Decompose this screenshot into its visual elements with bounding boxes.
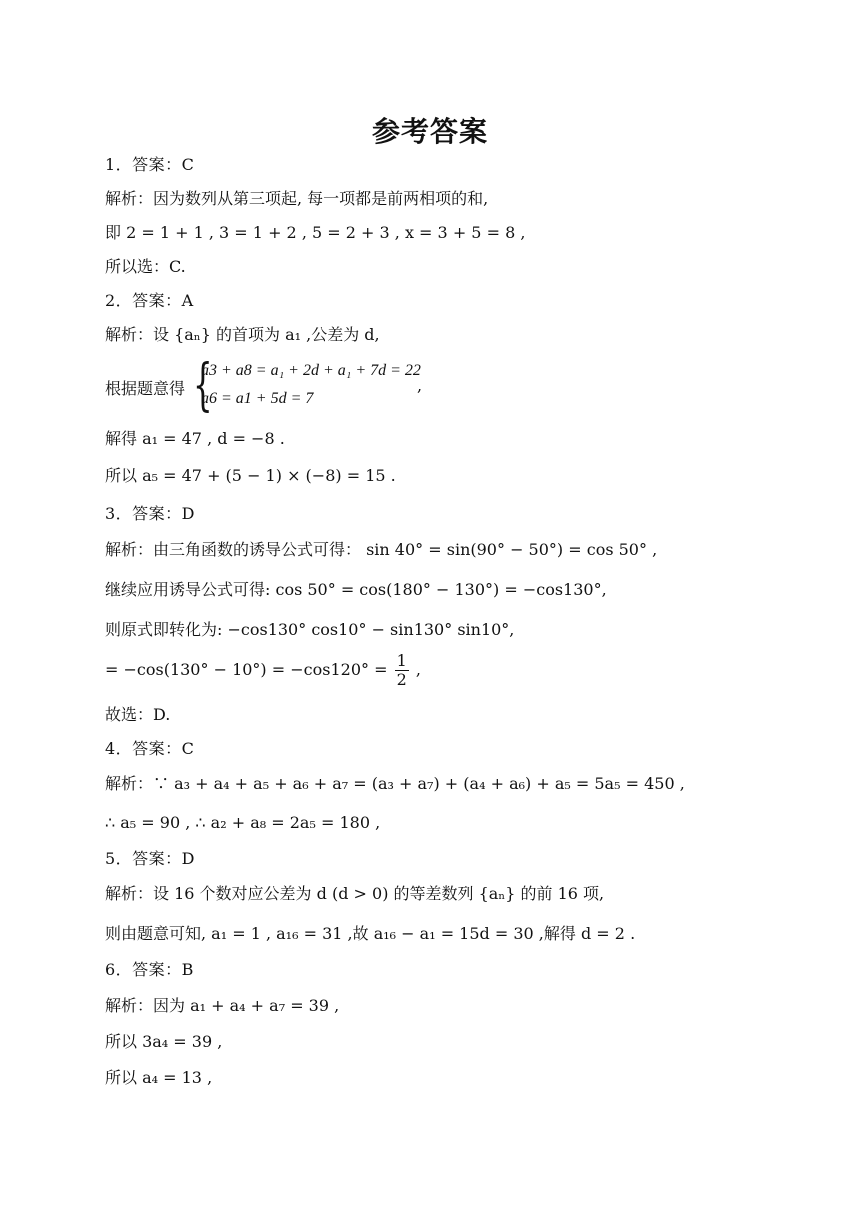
q1-line-3: 所以选：C. [105,257,186,276]
q4-answer: 4．答案：C [105,739,195,758]
q6-line-3: 所以 a₄ = 13 , [105,1068,213,1087]
q1-line-1: 解析：因为数列从第三项起, 每一项都是前两相项的和, [105,189,489,208]
q4-line-1: 解析：∵ a₃ + a₄ + a₅ + a₆ + a₇ = (a₃ + a₇) + (a₄ + a₆) + a₅ = 5a₅ = 450 , [105,774,685,793]
fraction-numerator: 1 [396,651,407,670]
q2-system-lead: 根据题意得 [105,379,186,398]
q1-line-2: 即 2 = 1 + 1 , 3 = 1 + 2 , 5 = 2 + 3 , x = 3 + 5 = 8 , [105,223,526,242]
q6-line-2: 所以 3a₄ = 39 , [105,1032,223,1051]
q2-equation-1: a3 + a8 = a₁ + 2d + a₁ + 7d = 22 [201,362,421,379]
q3-line-5: 故选：D. [105,705,171,724]
q2-equation-2: a6 = a1 + 5d = 7 [201,390,314,407]
q6-answer: 6．答案：B [105,960,194,979]
q2-answer: 2．答案：A [105,291,194,310]
q5-line-1: 解析：设 16 个数对应公差为 d (d > 0) 的等差数列 {aₙ} 的前 16 项, [105,884,605,903]
page-title: 参考答案 [371,115,488,148]
q2-line-2: 解得 a₁ = 47 , d = −8 . [105,429,285,448]
q5-line-2: 则由题意可知, a₁ = 1 , a₁₆ = 31 ,故 a₁₆ − a₁ = 15d = 30 ,解得 d = 2 . [105,924,636,943]
q2-line-3: 所以 a₅ = 47 + (5 − 1) × (−8) = 15 . [105,466,396,485]
q2-system-tail: , [417,376,423,395]
q3-answer: 3．答案：D [105,504,196,523]
fraction-denominator: 2 [396,670,407,689]
q5-answer: 5．答案：D [105,849,196,868]
q3-line-3: 则原式即转化为: −cos130° cos10° − sin130° sin10°, [105,620,515,639]
q4-line-2: ∴ a₅ = 90 , ∴ a₂ + a₈ = 2a₅ = 180 , [105,813,381,832]
q3-line-4-text: = −cos(130° − 10°) = −cos120° = [105,660,388,679]
fraction-one-half [395,652,409,689]
q2-line-1: 解析：设 {aₙ} 的首项为 a₁ ,公差为 d, [105,325,380,344]
left-brace: { [193,353,213,418]
q3-line-2: 继续应用诱导公式可得: cos 50° = cos(180° − 130°) = −cos130°, [105,580,607,599]
q6-line-1: 解析：因为 a₁ + a₄ + a₇ = 39 , [105,996,340,1015]
q3-line-4-tail: , [415,660,421,679]
q3-line-1: 解析：由三角函数的诱导公式可得： sin 40° = sin(90° − 50°) = cos 50° , [105,540,658,559]
q1-answer: 1．答案：C [105,155,195,174]
q3-line-4 [105,650,421,690]
